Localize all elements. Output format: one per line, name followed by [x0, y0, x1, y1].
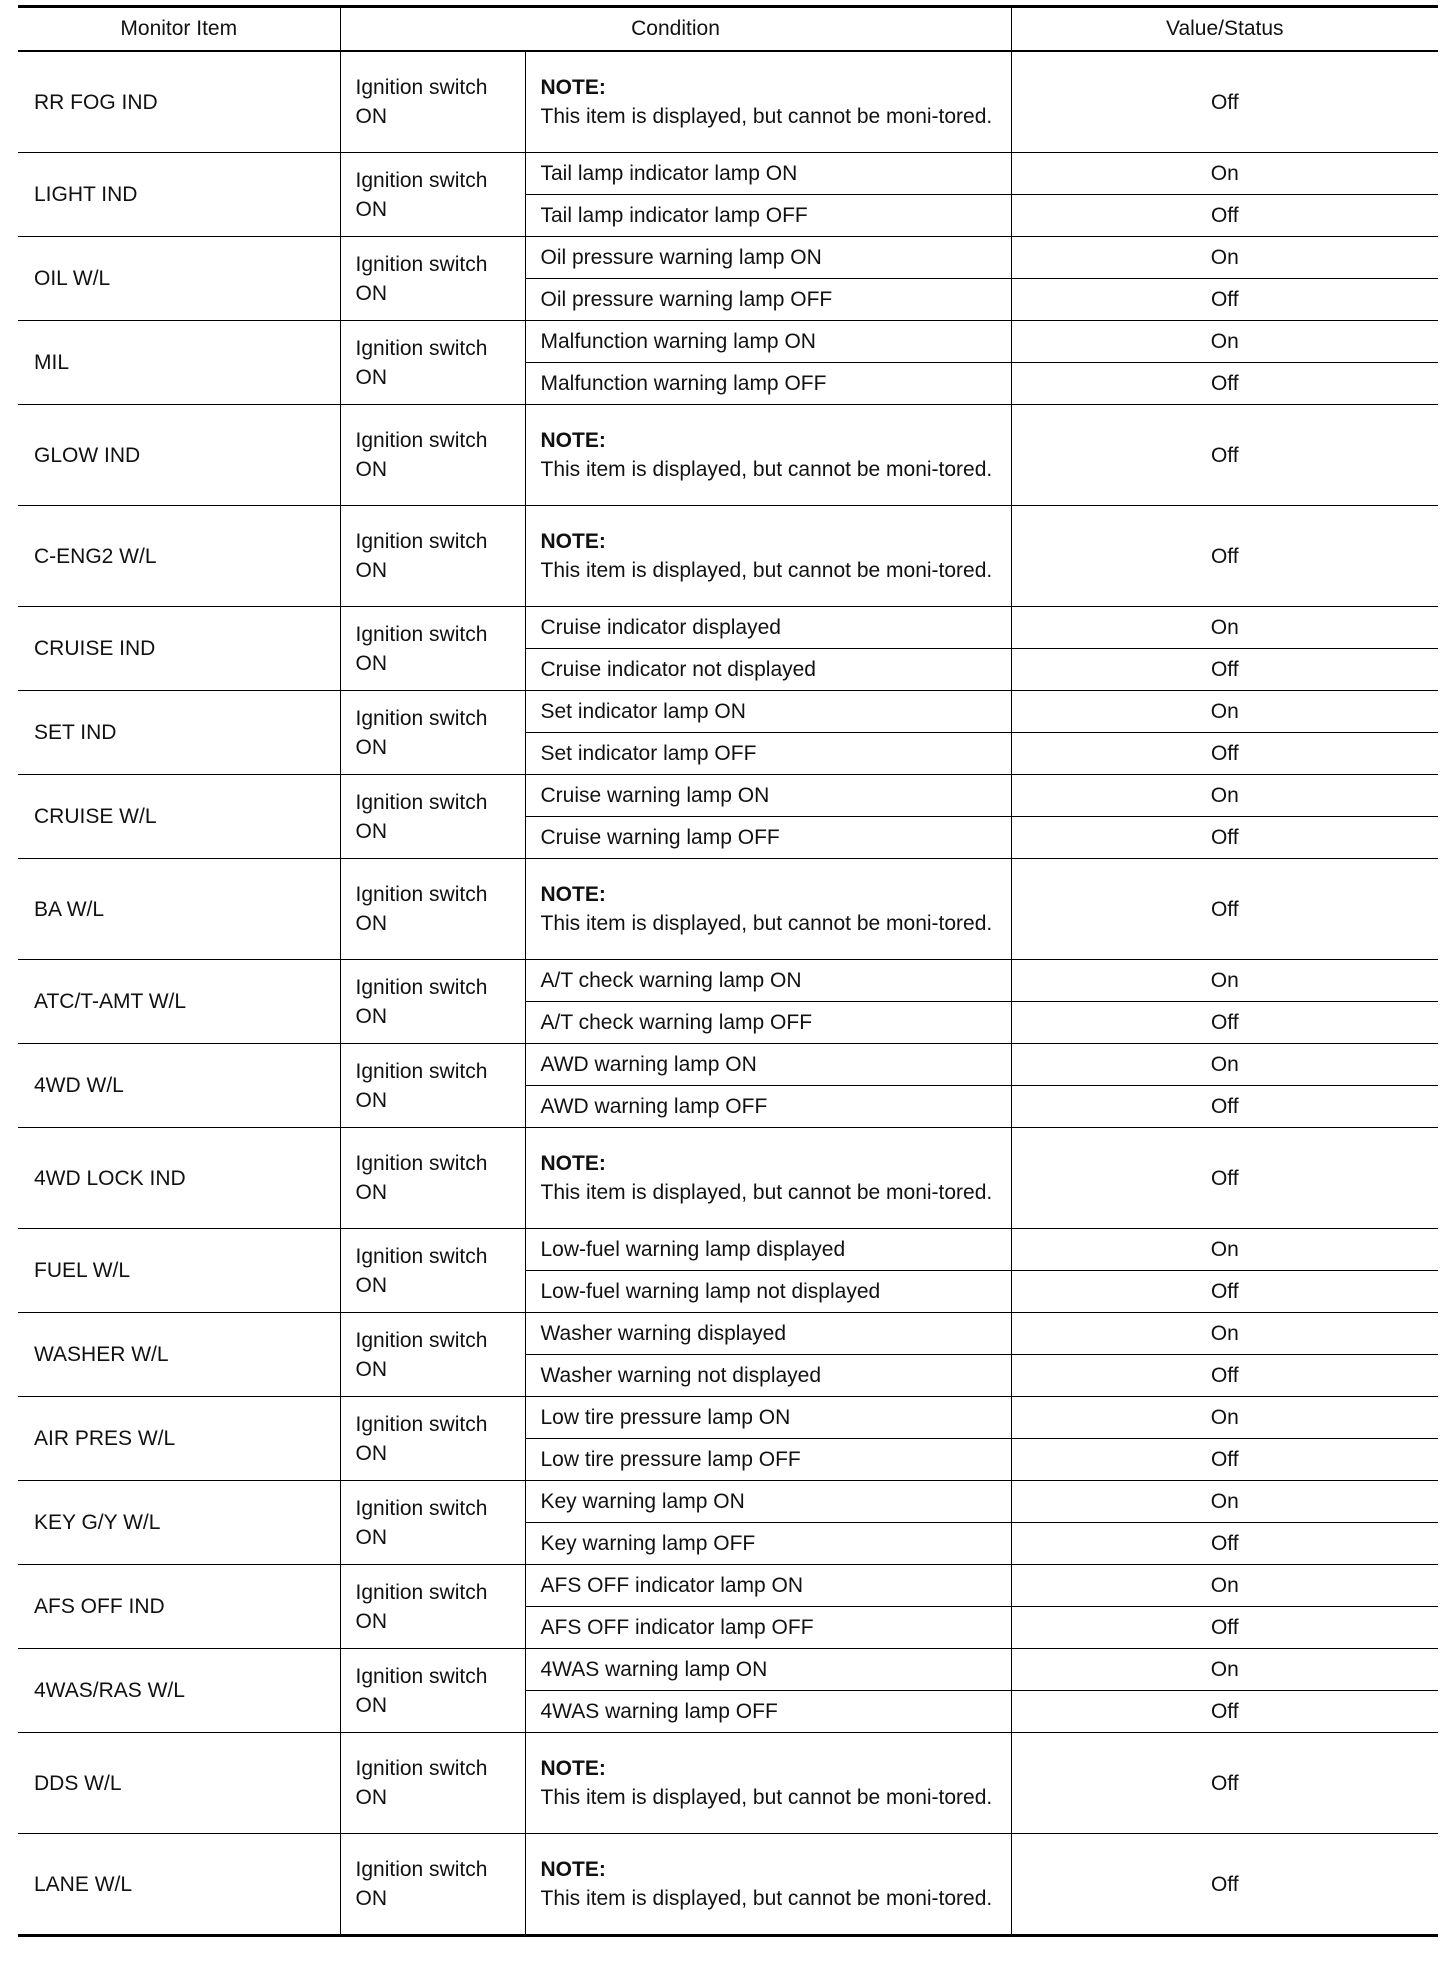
ignition-condition-cell: Ignition switch ON — [340, 1128, 525, 1229]
ignition-condition-cell: Ignition switch ON — [340, 1834, 525, 1936]
ignition-condition-cell: Ignition switch ON — [340, 506, 525, 607]
condition-cell: AWD warning lamp OFF — [525, 1086, 1011, 1128]
table-row — [18, 506, 1438, 607]
value-status-cell: On — [1011, 607, 1438, 649]
monitor-item-cell: MIL — [18, 321, 340, 405]
value-status-cell: On — [1011, 960, 1438, 1002]
condition-cell: Set indicator lamp ON — [525, 691, 1011, 733]
condition-cell: Key warning lamp OFF — [525, 1523, 1011, 1565]
note-text: This item is displayed, but cannot be moni-tored. — [540, 1181, 993, 1204]
condition-note-cell — [525, 405, 1011, 506]
value-status-cell: On — [1011, 237, 1438, 279]
value-status-cell: On — [1011, 1044, 1438, 1086]
condition-cell: AFS OFF indicator lamp ON — [525, 1565, 1011, 1607]
table-row — [18, 1044, 1438, 1086]
value-status-cell: Off — [1011, 195, 1438, 237]
condition-cell: Tail lamp indicator lamp OFF — [525, 195, 1011, 237]
note-text: This item is displayed, but cannot be moni-tored. — [540, 458, 993, 481]
condition-cell: Set indicator lamp OFF — [525, 733, 1011, 775]
monitor-item-cell: AIR PRES W/L — [18, 1397, 340, 1481]
condition-note-cell — [525, 506, 1011, 607]
ignition-condition-cell: Ignition switch ON — [340, 1565, 525, 1649]
table-row — [18, 1649, 1438, 1691]
table-row — [18, 237, 1438, 279]
table-row — [18, 321, 1438, 363]
table-row — [18, 1397, 1438, 1439]
monitor-item-cell: GLOW IND — [18, 405, 340, 506]
table-row — [18, 405, 1438, 506]
note-label: NOTE: — [540, 1152, 606, 1175]
condition-cell: Cruise warning lamp OFF — [525, 817, 1011, 859]
value-status-cell: On — [1011, 775, 1438, 817]
table-header-row — [18, 7, 1438, 52]
monitor-item-cell: RR FOG IND — [18, 51, 340, 153]
monitor-item-cell: ATC/T-AMT W/L — [18, 960, 340, 1044]
table-row — [18, 1229, 1438, 1271]
table-row — [18, 1565, 1438, 1607]
condition-note-cell — [525, 1733, 1011, 1834]
condition-cell: Washer warning not displayed — [525, 1355, 1011, 1397]
monitor-item-cell: 4WD W/L — [18, 1044, 340, 1128]
ignition-condition-cell: Ignition switch ON — [340, 321, 525, 405]
value-status-cell: Off — [1011, 1607, 1438, 1649]
table-row — [18, 153, 1438, 195]
condition-cell: Washer warning displayed — [525, 1313, 1011, 1355]
value-status-cell: Off — [1011, 1523, 1438, 1565]
value-status-cell: Off — [1011, 1086, 1438, 1128]
monitor-item-cell: AFS OFF IND — [18, 1565, 340, 1649]
table-row — [18, 1834, 1438, 1936]
note-text: This item is displayed, but cannot be moni-tored. — [540, 559, 993, 582]
ignition-condition-cell: Ignition switch ON — [340, 153, 525, 237]
value-status-cell: Off — [1011, 506, 1438, 607]
table-row — [18, 1128, 1438, 1229]
value-status-cell: Off — [1011, 817, 1438, 859]
table-row — [18, 1733, 1438, 1834]
condition-cell: Tail lamp indicator lamp ON — [525, 153, 1011, 195]
value-status-cell: Off — [1011, 1271, 1438, 1313]
ignition-condition-cell: Ignition switch ON — [340, 405, 525, 506]
monitor-item-cell: WASHER W/L — [18, 1313, 340, 1397]
note-text: This item is displayed, but cannot be moni-tored. — [540, 1887, 993, 1910]
monitor-item-cell: BA W/L — [18, 859, 340, 960]
value-status-cell: Off — [1011, 279, 1438, 321]
table-row — [18, 607, 1438, 649]
ignition-condition-cell: Ignition switch ON — [340, 691, 525, 775]
ignition-condition-cell: Ignition switch ON — [340, 607, 525, 691]
ignition-condition-cell: Ignition switch ON — [340, 1313, 525, 1397]
monitor-item-cell: KEY G/Y W/L — [18, 1481, 340, 1565]
value-status-cell: Off — [1011, 1128, 1438, 1229]
ignition-condition-cell: Ignition switch ON — [340, 775, 525, 859]
note-label: NOTE: — [540, 76, 606, 99]
table-row — [18, 859, 1438, 960]
value-status-cell: Off — [1011, 1002, 1438, 1044]
value-status-cell: Off — [1011, 1834, 1438, 1936]
ignition-condition-cell: Ignition switch ON — [340, 1481, 525, 1565]
value-status-cell: On — [1011, 691, 1438, 733]
note-label: NOTE: — [540, 1858, 606, 1881]
condition-cell: AFS OFF indicator lamp OFF — [525, 1607, 1011, 1649]
note-label: NOTE: — [540, 530, 606, 553]
condition-cell: Low tire pressure lamp OFF — [525, 1439, 1011, 1481]
condition-cell: Malfunction warning lamp ON — [525, 321, 1011, 363]
monitor-item-cell: DDS W/L — [18, 1733, 340, 1834]
value-status-cell: On — [1011, 1397, 1438, 1439]
monitor-item-cell: LIGHT IND — [18, 153, 340, 237]
condition-cell: Cruise warning lamp ON — [525, 775, 1011, 817]
condition-cell: Malfunction warning lamp OFF — [525, 363, 1011, 405]
value-status-cell: Off — [1011, 363, 1438, 405]
value-status-cell: On — [1011, 1481, 1438, 1523]
value-status-cell: Off — [1011, 405, 1438, 506]
monitor-item-table — [18, 5, 1438, 1937]
condition-cell: Low tire pressure lamp ON — [525, 1397, 1011, 1439]
table-row — [18, 1313, 1438, 1355]
value-status-cell: On — [1011, 1229, 1438, 1271]
value-status-cell: Off — [1011, 859, 1438, 960]
condition-cell: Low-fuel warning lamp displayed — [525, 1229, 1011, 1271]
header-condition: Condition — [340, 7, 1011, 52]
monitor-item-cell: OIL W/L — [18, 237, 340, 321]
condition-cell: Cruise indicator not displayed — [525, 649, 1011, 691]
note-text: This item is displayed, but cannot be moni-tored. — [540, 105, 993, 128]
condition-cell: AWD warning lamp ON — [525, 1044, 1011, 1086]
table-row — [18, 1481, 1438, 1523]
table-row — [18, 960, 1438, 1002]
value-status-cell: On — [1011, 153, 1438, 195]
monitor-item-cell: CRUISE W/L — [18, 775, 340, 859]
condition-cell: 4WAS warning lamp ON — [525, 1649, 1011, 1691]
monitor-item-cell: 4WAS/RAS W/L — [18, 1649, 340, 1733]
monitor-item-cell: LANE W/L — [18, 1834, 340, 1936]
condition-note-cell — [525, 1128, 1011, 1229]
table-row — [18, 775, 1438, 817]
value-status-cell: On — [1011, 1649, 1438, 1691]
value-status-cell: Off — [1011, 649, 1438, 691]
value-status-cell: Off — [1011, 1355, 1438, 1397]
ignition-condition-cell: Ignition switch ON — [340, 1044, 525, 1128]
monitor-item-cell: C-ENG2 W/L — [18, 506, 340, 607]
condition-cell: 4WAS warning lamp OFF — [525, 1691, 1011, 1733]
header-value-status: Value/Status — [1011, 7, 1438, 52]
ignition-condition-cell: Ignition switch ON — [340, 1649, 525, 1733]
header-monitor-item: Monitor Item — [18, 7, 340, 52]
note-text: This item is displayed, but cannot be moni-tored. — [540, 912, 993, 935]
condition-cell: A/T check warning lamp ON — [525, 960, 1011, 1002]
monitor-item-cell: CRUISE IND — [18, 607, 340, 691]
condition-cell: Key warning lamp ON — [525, 1481, 1011, 1523]
value-status-cell: Off — [1011, 733, 1438, 775]
condition-cell: Cruise indicator displayed — [525, 607, 1011, 649]
condition-cell: Low-fuel warning lamp not displayed — [525, 1271, 1011, 1313]
value-status-cell: Off — [1011, 1439, 1438, 1481]
ignition-condition-cell: Ignition switch ON — [340, 859, 525, 960]
ignition-condition-cell: Ignition switch ON — [340, 1733, 525, 1834]
condition-cell: Oil pressure warning lamp OFF — [525, 279, 1011, 321]
note-label: NOTE: — [540, 429, 606, 452]
value-status-cell: Off — [1011, 1733, 1438, 1834]
value-status-cell: Off — [1011, 51, 1438, 153]
value-status-cell: On — [1011, 1565, 1438, 1607]
monitor-item-cell: SET IND — [18, 691, 340, 775]
value-status-cell: Off — [1011, 1691, 1438, 1733]
monitor-item-cell: FUEL W/L — [18, 1229, 340, 1313]
table-row — [18, 51, 1438, 153]
ignition-condition-cell: Ignition switch ON — [340, 960, 525, 1044]
monitor-item-cell: 4WD LOCK IND — [18, 1128, 340, 1229]
note-label: NOTE: — [540, 883, 606, 906]
ignition-condition-cell: Ignition switch ON — [340, 237, 525, 321]
note-label: NOTE: — [540, 1757, 606, 1780]
condition-cell: Oil pressure warning lamp ON — [525, 237, 1011, 279]
value-status-cell: On — [1011, 321, 1438, 363]
condition-note-cell — [525, 51, 1011, 153]
table-body — [18, 51, 1438, 1936]
ignition-condition-cell: Ignition switch ON — [340, 1229, 525, 1313]
condition-cell: A/T check warning lamp OFF — [525, 1002, 1011, 1044]
table-row — [18, 691, 1438, 733]
condition-note-cell — [525, 859, 1011, 960]
value-status-cell: On — [1011, 1313, 1438, 1355]
ignition-condition-cell: Ignition switch ON — [340, 1397, 525, 1481]
note-text: This item is displayed, but cannot be moni-tored. — [540, 1786, 993, 1809]
ignition-condition-cell: Ignition switch ON — [340, 51, 525, 153]
condition-note-cell — [525, 1834, 1011, 1936]
